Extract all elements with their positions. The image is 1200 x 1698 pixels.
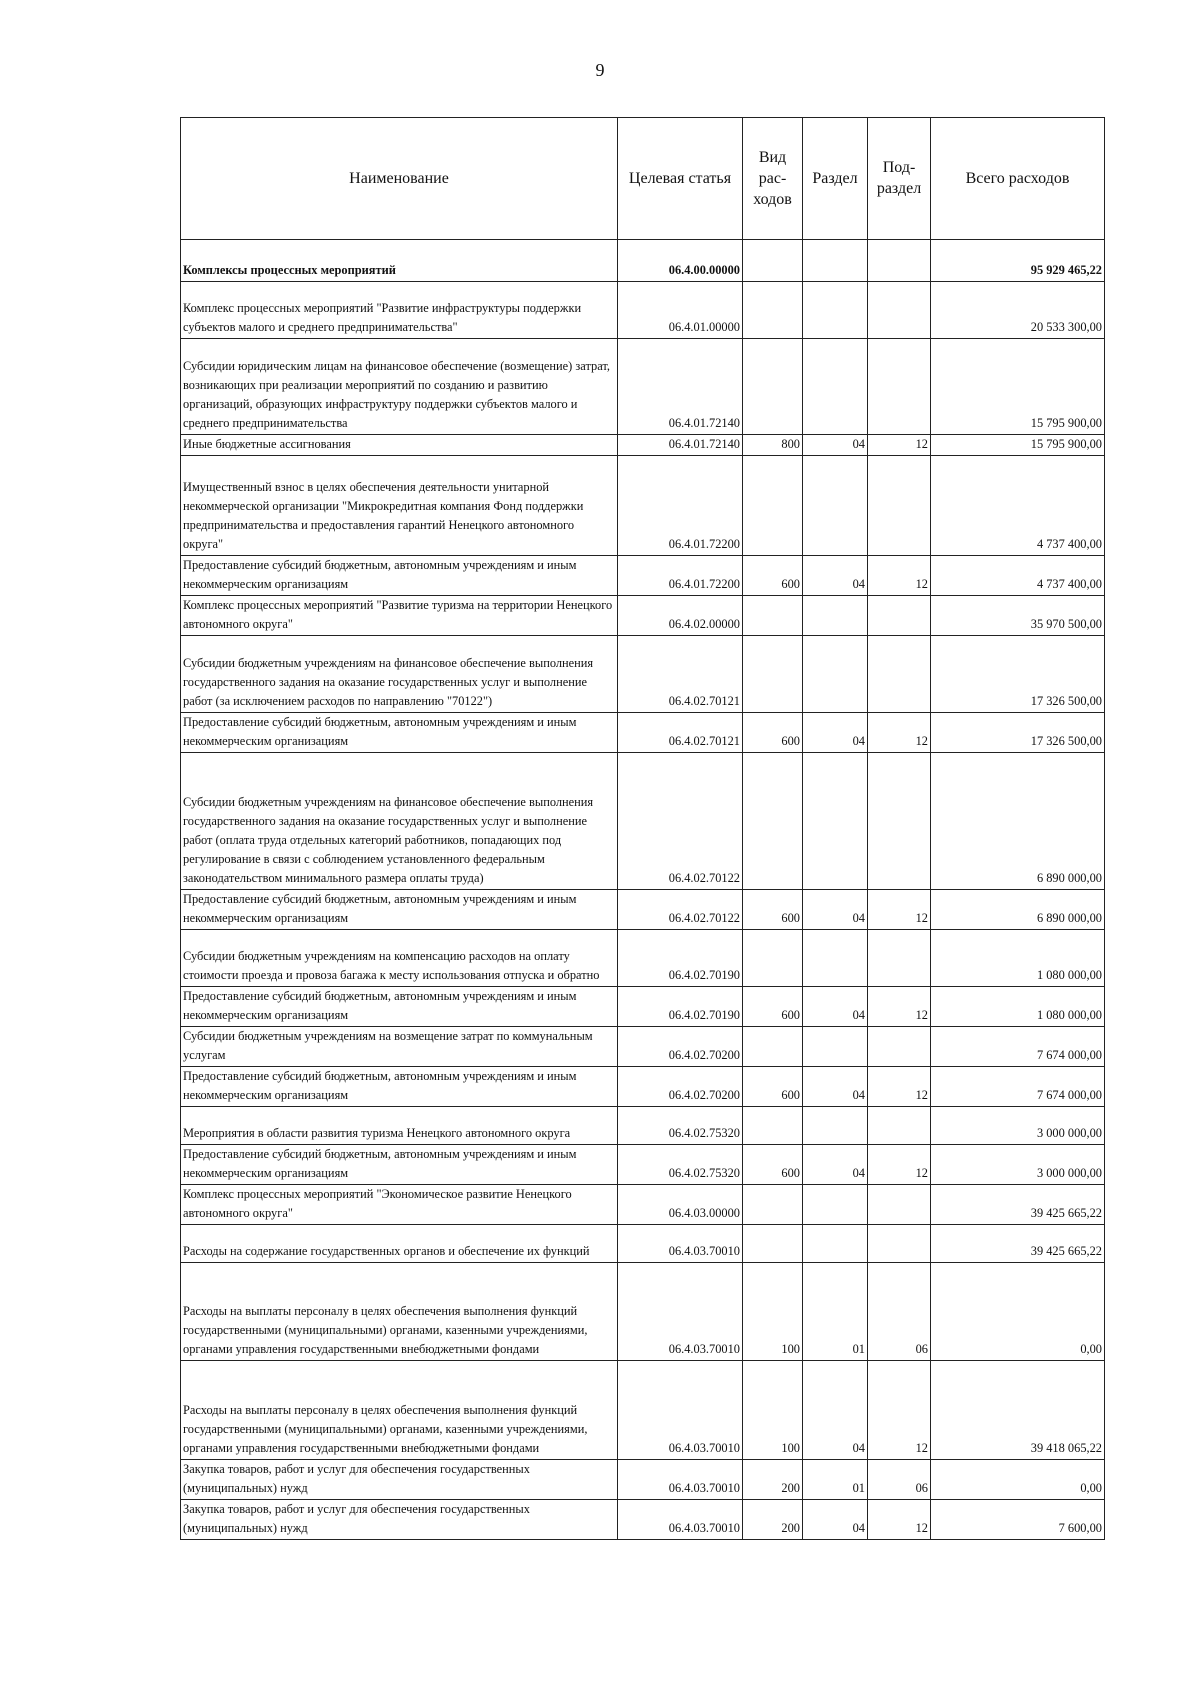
cell-section [803, 596, 868, 636]
cell-subsection: 12 [868, 556, 931, 596]
cell-subsection: 12 [868, 435, 931, 456]
cell-code: 06.4.03.70010 [618, 1263, 743, 1361]
column-header-code: Целевая статья [618, 118, 743, 240]
cell-name: Имущественный взнос в целях обеспечения деятельности унитарной некоммерческой организации "Микрокредитная компания Фонд поддержки предпринимательства и предоставления гарантий Ненецкого автономного округа" [181, 456, 618, 556]
cell-kind: 600 [743, 1067, 803, 1107]
cell-code: 06.4.03.70010 [618, 1460, 743, 1500]
cell-code: 06.4.00.00000 [618, 240, 743, 282]
cell-kind: 100 [743, 1263, 803, 1361]
cell-section: 04 [803, 556, 868, 596]
table-row [181, 1460, 1105, 1500]
table-row [181, 1107, 1105, 1145]
cell-subsection [868, 456, 931, 556]
cell-code: 06.4.01.72200 [618, 556, 743, 596]
cell-name: Расходы на содержание государственных органов и обеспечение их функций [181, 1225, 618, 1263]
cell-kind [743, 1107, 803, 1145]
cell-section: 04 [803, 1145, 868, 1185]
cell-total: 39 425 665,22 [931, 1225, 1105, 1263]
cell-total: 6 890 000,00 [931, 753, 1105, 890]
cell-kind [743, 456, 803, 556]
cell-total: 17 326 500,00 [931, 713, 1105, 753]
cell-subsection [868, 753, 931, 890]
table-row [181, 1185, 1105, 1225]
cell-total: 0,00 [931, 1263, 1105, 1361]
cell-kind [743, 1185, 803, 1225]
cell-name: Предоставление субсидий бюджетным, автономным учреждениям и иным некоммерческим организациям [181, 556, 618, 596]
cell-kind: 600 [743, 713, 803, 753]
cell-kind [743, 930, 803, 987]
cell-name: Комплексы процессных мероприятий [181, 240, 618, 282]
cell-total: 15 795 900,00 [931, 435, 1105, 456]
cell-subsection [868, 1107, 931, 1145]
cell-name: Расходы на выплаты персоналу в целях обеспечения выполнения функций государственными (муниципальными) органами, казенными учреждениями, органами управления государственными внебюджетными фондами [181, 1263, 618, 1361]
cell-name: Субсидии бюджетным учреждениям на финансовое обеспечение выполнения государственного задания на оказание государственных услуг и выполнение работ (за исключением расходов по направлению "70122") [181, 636, 618, 713]
table-row [181, 339, 1105, 435]
cell-code: 06.4.02.75320 [618, 1145, 743, 1185]
cell-subsection: 06 [868, 1263, 931, 1361]
cell-code: 06.4.02.70121 [618, 713, 743, 753]
cell-code: 06.4.02.70190 [618, 987, 743, 1027]
cell-total: 15 795 900,00 [931, 339, 1105, 435]
table-row [181, 930, 1105, 987]
cell-subsection [868, 282, 931, 339]
cell-name: Закупка товаров, работ и услуг для обеспечения государственных (муниципальных) нужд [181, 1460, 618, 1500]
cell-subsection: 12 [868, 987, 931, 1027]
cell-subsection [868, 636, 931, 713]
cell-kind: 100 [743, 1361, 803, 1460]
cell-total: 7 674 000,00 [931, 1067, 1105, 1107]
cell-subsection: 12 [868, 1500, 931, 1540]
cell-name: Комплекс процессных мероприятий "Экономическое развитие Ненецкого автономного округа" [181, 1185, 618, 1225]
cell-name: Субсидии бюджетным учреждениям на финансовое обеспечение выполнения государственного задания на оказание государственных услуг и выполнение работ (оплата труда отдельных категорий работников, попадающих под регулирование в связи с соблюдением установленного федеральным законодательством минимального размера оплаты труда) [181, 753, 618, 890]
cell-name: Комплекс процессных мероприятий "Развитие туризма на территории Ненецкого автономного округа" [181, 596, 618, 636]
cell-kind [743, 753, 803, 890]
cell-total: 1 080 000,00 [931, 930, 1105, 987]
cell-subsection [868, 240, 931, 282]
cell-kind: 600 [743, 1145, 803, 1185]
budget-table [180, 117, 1105, 1540]
cell-name: Мероприятия в области развития туризма Ненецкого автономного округа [181, 1107, 618, 1145]
cell-section [803, 282, 868, 339]
cell-name: Субсидии бюджетным учреждениям на компенсацию расходов на оплату стоимости проезда и провоза багажа к месту использования отпуска и обратно [181, 930, 618, 987]
cell-subsection: 12 [868, 1361, 931, 1460]
cell-kind [743, 1225, 803, 1263]
table-row [181, 282, 1105, 339]
cell-code: 06.4.02.70122 [618, 890, 743, 930]
table-row [181, 713, 1105, 753]
cell-subsection: 12 [868, 713, 931, 753]
cell-section [803, 240, 868, 282]
cell-kind: 600 [743, 556, 803, 596]
cell-code: 06.4.02.70200 [618, 1067, 743, 1107]
table-row [181, 753, 1105, 890]
cell-section [803, 456, 868, 556]
table-row [181, 596, 1105, 636]
cell-subsection [868, 1185, 931, 1225]
cell-code: 06.4.02.70200 [618, 1027, 743, 1067]
cell-total: 7 600,00 [931, 1500, 1105, 1540]
cell-name: Иные бюджетные ассигнования [181, 435, 618, 456]
cell-subsection [868, 1225, 931, 1263]
cell-section: 04 [803, 713, 868, 753]
table-row [181, 890, 1105, 930]
cell-section: 04 [803, 1500, 868, 1540]
cell-section: 04 [803, 987, 868, 1027]
cell-subsection [868, 596, 931, 636]
column-header-total: Всего расходов [931, 118, 1105, 240]
cell-code: 06.4.01.00000 [618, 282, 743, 339]
table-row [181, 1067, 1105, 1107]
table-row [181, 1145, 1105, 1185]
cell-section: 04 [803, 1067, 868, 1107]
table-row [181, 636, 1105, 713]
cell-code: 06.4.01.72140 [618, 339, 743, 435]
cell-name: Предоставление субсидий бюджетным, автономным учреждениям и иным некоммерческим организациям [181, 890, 618, 930]
column-header-section: Раздел [803, 118, 868, 240]
cell-name: Предоставление субсидий бюджетным, автономным учреждениям и иным некоммерческим организациям [181, 1067, 618, 1107]
cell-subsection: 12 [868, 1145, 931, 1185]
cell-section: 01 [803, 1460, 868, 1500]
cell-name: Комплекс процессных мероприятий "Развитие инфраструктуры поддержки субъектов малого и среднего предпринимательства" [181, 282, 618, 339]
cell-kind [743, 282, 803, 339]
cell-name: Предоставление субсидий бюджетным, автономным учреждениям и иным некоммерческим организациям [181, 987, 618, 1027]
cell-section [803, 1107, 868, 1145]
cell-name: Расходы на выплаты персоналу в целях обеспечения выполнения функций государственными (муниципальными) органами, казенными учреждениями, органами управления государственными внебюджетными фондами [181, 1361, 618, 1460]
cell-section [803, 339, 868, 435]
cell-subsection [868, 930, 931, 987]
cell-section [803, 1027, 868, 1067]
cell-code: 06.4.03.70010 [618, 1500, 743, 1540]
column-header-kind: Вид рас-ходов [743, 118, 803, 240]
cell-code: 06.4.02.70122 [618, 753, 743, 890]
cell-code: 06.4.01.72200 [618, 456, 743, 556]
cell-code: 06.4.03.00000 [618, 1185, 743, 1225]
cell-total: 39 418 065,22 [931, 1361, 1105, 1460]
cell-code: 06.4.03.70010 [618, 1361, 743, 1460]
cell-subsection: 12 [868, 890, 931, 930]
page-number: 9 [595, 60, 605, 80]
cell-total: 3 000 000,00 [931, 1145, 1105, 1185]
table-row [181, 1027, 1105, 1067]
cell-kind: 600 [743, 987, 803, 1027]
table-row [181, 1263, 1105, 1361]
cell-total: 20 533 300,00 [931, 282, 1105, 339]
table-body [181, 240, 1105, 1540]
cell-kind: 600 [743, 890, 803, 930]
cell-name: Предоставление субсидий бюджетным, автономным учреждениям и иным некоммерческим организациям [181, 1145, 618, 1185]
cell-code: 06.4.02.70190 [618, 930, 743, 987]
cell-code: 06.4.02.00000 [618, 596, 743, 636]
cell-code: 06.4.03.70010 [618, 1225, 743, 1263]
cell-total: 35 970 500,00 [931, 596, 1105, 636]
cell-kind: 200 [743, 1500, 803, 1540]
cell-total: 17 326 500,00 [931, 636, 1105, 713]
cell-section: 04 [803, 435, 868, 456]
cell-total: 1 080 000,00 [931, 987, 1105, 1027]
table-row [181, 1500, 1105, 1540]
table-row [181, 1361, 1105, 1460]
cell-section [803, 1185, 868, 1225]
cell-subsection [868, 1027, 931, 1067]
table-row [181, 987, 1105, 1027]
table-row [181, 456, 1105, 556]
cell-kind: 200 [743, 1460, 803, 1500]
cell-total: 3 000 000,00 [931, 1107, 1105, 1145]
cell-kind [743, 240, 803, 282]
cell-kind [743, 339, 803, 435]
cell-code: 06.4.01.72140 [618, 435, 743, 456]
table-row [181, 435, 1105, 456]
table-row [181, 240, 1105, 282]
column-header-name: Наименование [181, 118, 618, 240]
table-row [181, 1225, 1105, 1263]
cell-total: 0,00 [931, 1460, 1105, 1500]
cell-kind [743, 596, 803, 636]
cell-total: 4 737 400,00 [931, 456, 1105, 556]
cell-name: Закупка товаров, работ и услуг для обеспечения государственных (муниципальных) нужд [181, 1500, 618, 1540]
cell-name: Субсидии бюджетным учреждениям на возмещение затрат по коммунальным услугам [181, 1027, 618, 1067]
cell-total: 4 737 400,00 [931, 556, 1105, 596]
cell-name: Предоставление субсидий бюджетным, автономным учреждениям и иным некоммерческим организациям [181, 713, 618, 753]
cell-section [803, 636, 868, 713]
table-header-row [181, 118, 1105, 240]
cell-code: 06.4.02.75320 [618, 1107, 743, 1145]
cell-section [803, 930, 868, 987]
cell-section [803, 1225, 868, 1263]
cell-total: 6 890 000,00 [931, 890, 1105, 930]
cell-section: 01 [803, 1263, 868, 1361]
cell-section: 04 [803, 890, 868, 930]
cell-total: 7 674 000,00 [931, 1027, 1105, 1067]
cell-kind [743, 636, 803, 713]
cell-total: 95 929 465,22 [931, 240, 1105, 282]
cell-subsection: 12 [868, 1067, 931, 1107]
cell-total: 39 425 665,22 [931, 1185, 1105, 1225]
cell-code: 06.4.02.70121 [618, 636, 743, 713]
cell-kind: 800 [743, 435, 803, 456]
cell-section [803, 753, 868, 890]
cell-subsection: 06 [868, 1460, 931, 1500]
cell-subsection [868, 339, 931, 435]
cell-kind [743, 1027, 803, 1067]
column-header-subsection: Под-раздел [868, 118, 931, 240]
table-row [181, 556, 1105, 596]
cell-section: 04 [803, 1361, 868, 1460]
cell-name: Субсидии юридическим лицам на финансовое обеспечение (возмещение) затрат, возникающих при реализации мероприятий по созданию и развитию организаций, образующих инфраструктуру поддержки субъектов малого и среднего предпринимательства [181, 339, 618, 435]
